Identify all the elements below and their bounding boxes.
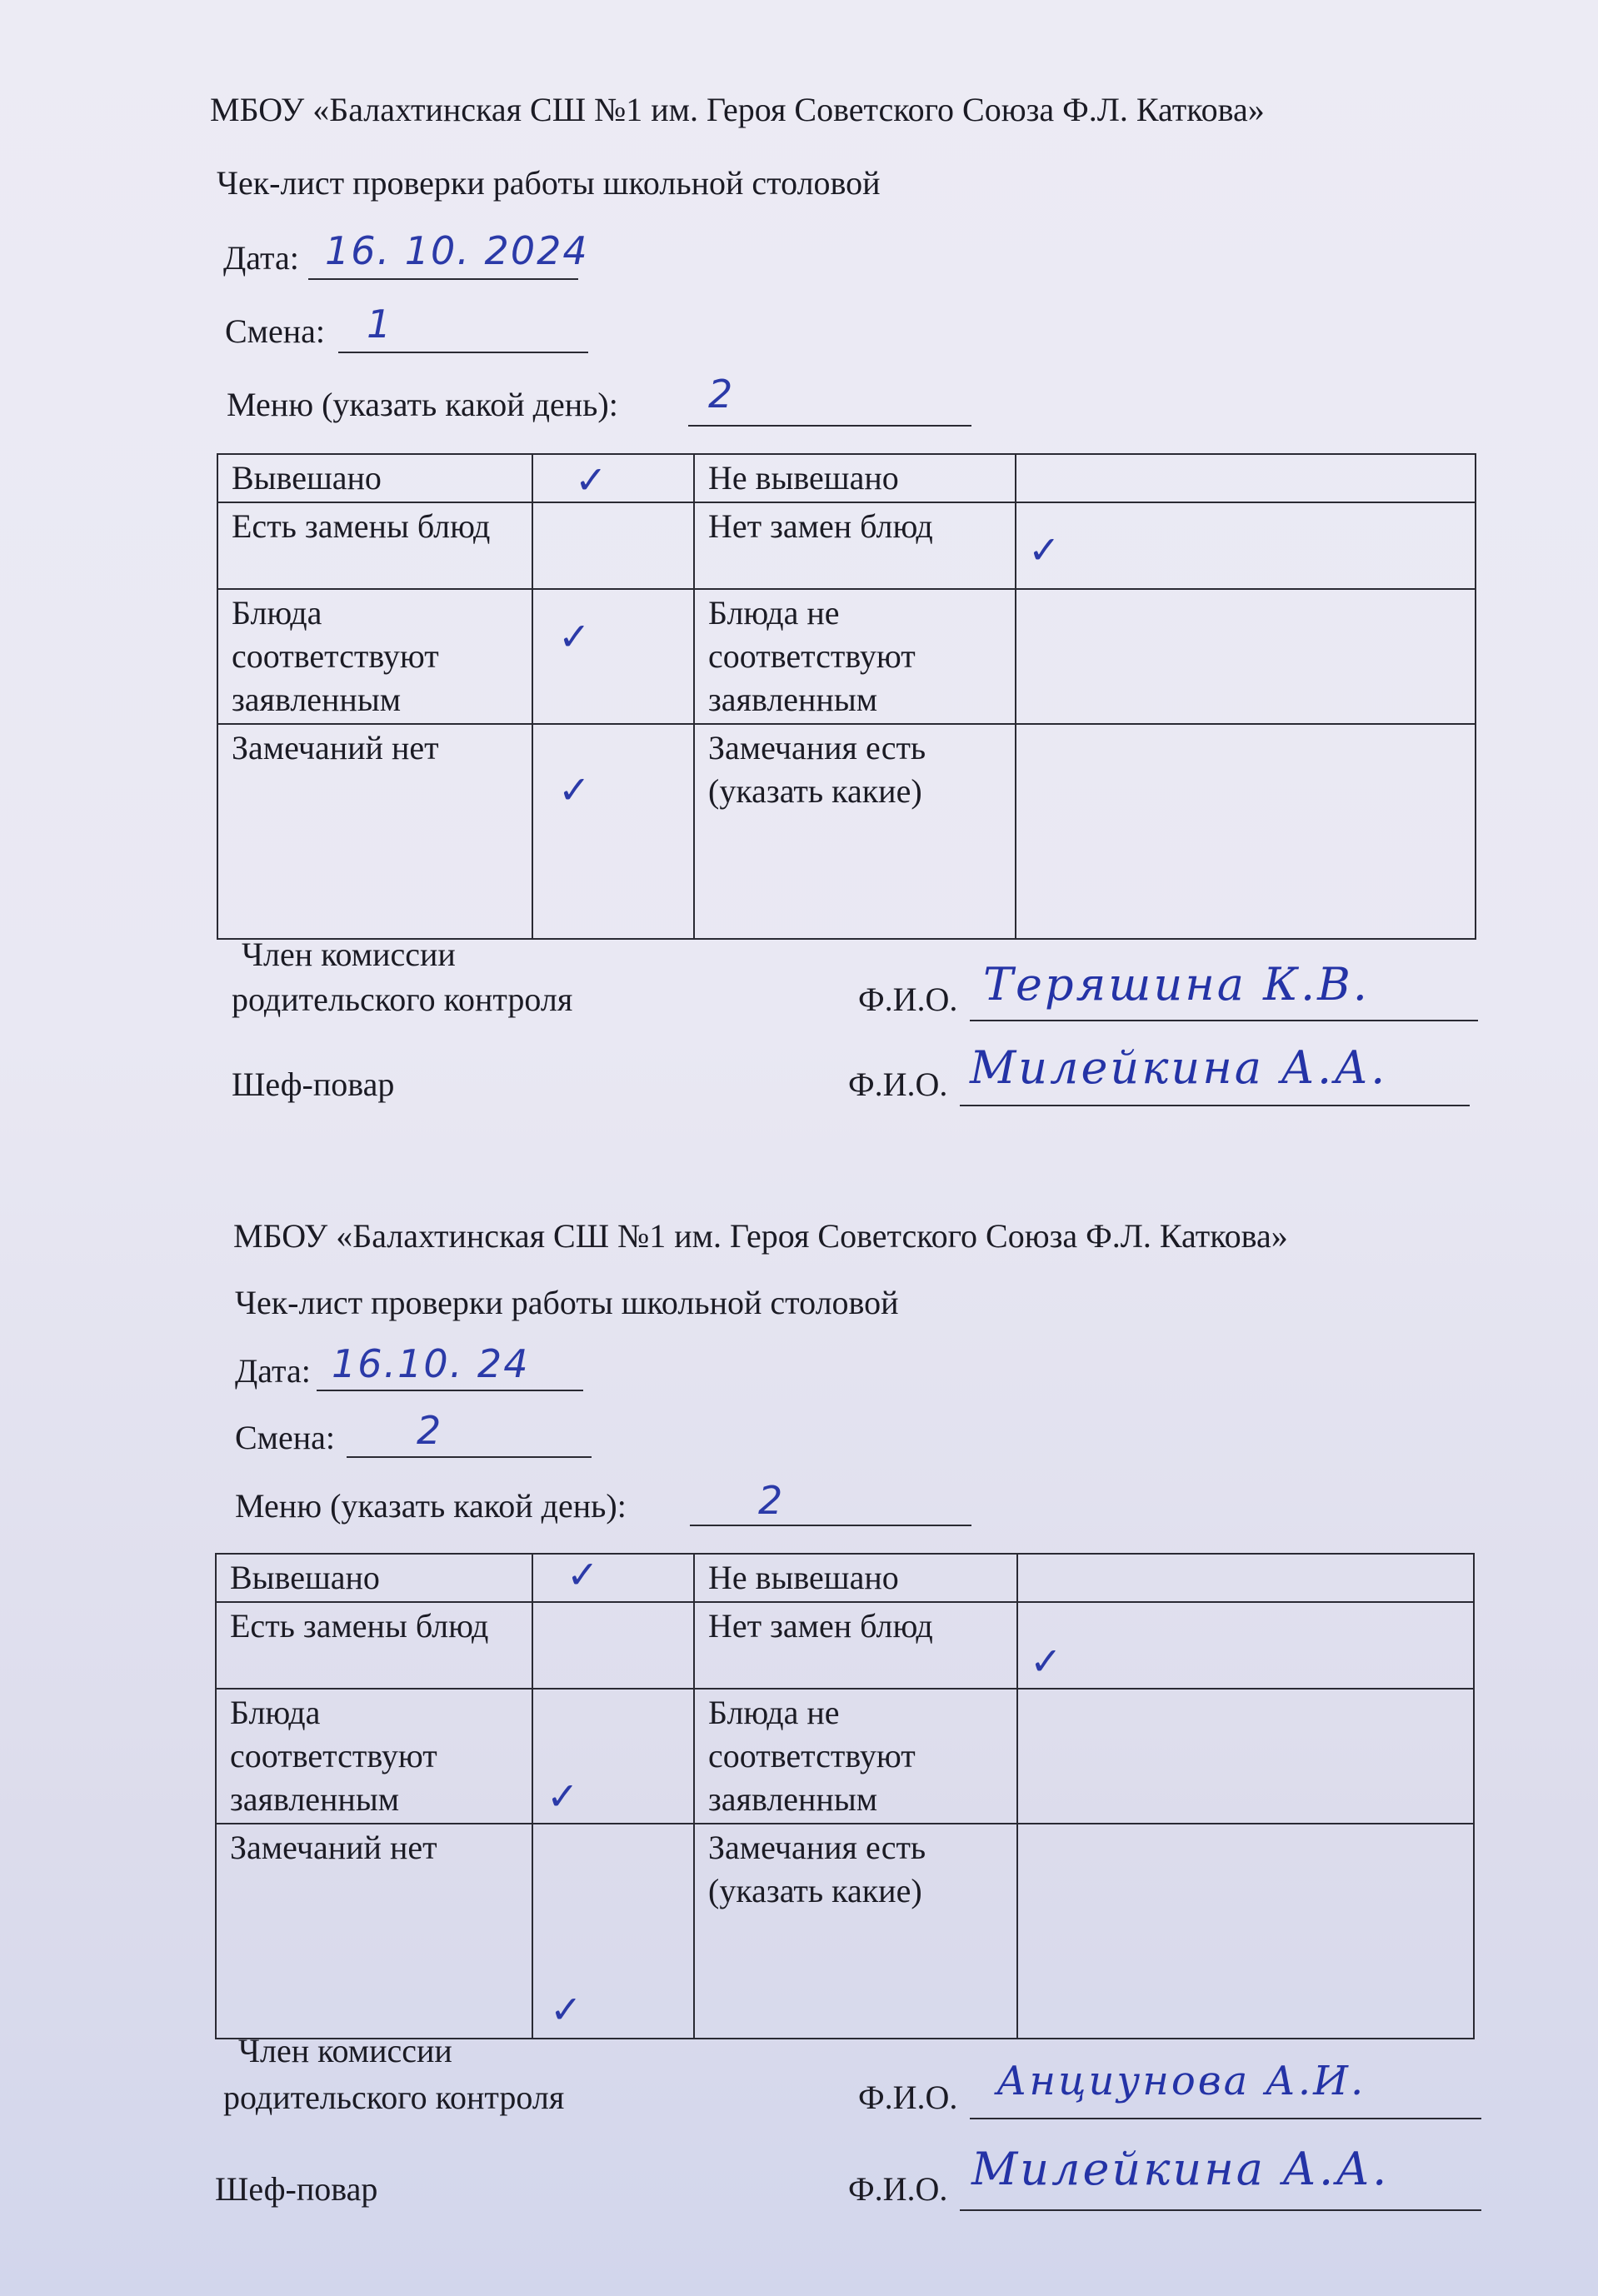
menu-label: Меню (указать какой день): [235,1487,627,1525]
cell-remarks-text [1017,1824,1474,2039]
menu-label: Меню (указать какой день): [227,386,618,423]
cell-substitutions-mark [532,1602,694,1689]
checklist-table [215,1553,1475,2039]
cell-remarks-text [1016,724,1476,939]
date-value: 16. 10. 2024 [325,228,589,273]
menu-field-line [690,1488,971,1526]
fio-label: Ф.И.О. [858,2079,958,2116]
menu-value: 2 [708,372,735,417]
chef-signature: Милейкина А.А. [971,2143,1390,2195]
school-name: МБОУ «Балахтинская СШ №1 им. Героя Советского Союза Ф.Л. Каткова» [233,1217,1288,1255]
chef-label: Шеф-повар [215,2170,378,2208]
fio-label: Ф.И.О. [848,2170,948,2208]
member-label-line-2: родительского контроля [223,2079,565,2116]
cell-no-substitutions: Нет замен блюд [694,502,1016,589]
cell-no-remarks: Замечаний нет [217,724,532,939]
table-row [217,724,1476,939]
date-label: Дата: [235,1352,311,1390]
check-mark-icon: ✓ [1028,527,1061,572]
cell-posted: Вывешано [216,1554,532,1602]
member-label-line-1: Член комиссии [238,2032,452,2069]
table-row [216,1602,1474,1689]
cell-substitutions-mark [532,502,694,589]
cell-no-remarks-mark [532,724,694,939]
check-mark-icon: ✓ [567,1552,599,1597]
member-label-line-1: Член комиссии [242,936,456,973]
member-label-line-2: родительского контроля [232,981,573,1018]
form-title: Чек-лист проверки работы школьной столовой [235,1284,899,1321]
cell-remarks: Замечания есть (указать какие) [694,1824,1017,2039]
cell-substitutions: Есть замены блюд [216,1602,532,1689]
school-name: МБОУ «Балахтинская СШ №1 им. Героя Советского Союза Ф.Л. Каткова» [210,91,1265,128]
form-title: Чек-лист проверки работы школьной столовой [217,164,881,202]
cell-not-posted-mark [1016,454,1476,502]
cell-dishes-not-match-mark [1016,589,1476,724]
cell-dishes-not-match: Блюда не соответствуют заявленным [694,1689,1017,1824]
cell-no-substitutions-mark [1016,502,1476,589]
shift-label: Смена: [235,1419,336,1456]
check-mark-icon: ✓ [575,457,607,502]
fio-label: Ф.И.О. [848,1066,948,1103]
cell-no-substitutions-mark [1017,1602,1474,1689]
date-label: Дата: [223,239,299,277]
check-mark-icon: ✓ [558,614,591,659]
cell-dishes-match-mark [532,1689,694,1824]
table-row [217,502,1476,589]
shift-value: 2 [417,1408,443,1453]
cell-substitutions: Есть замены блюд [217,502,532,589]
chef-label: Шеф-повар [232,1066,395,1103]
cell-not-posted: Не вывешано [694,1554,1017,1602]
cell-remarks: Замечания есть (указать какие) [694,724,1016,939]
table-row [217,454,1476,502]
member-signature: Теряшина К.В. [983,958,1370,1011]
cell-no-remarks: Замечаний нет [216,1824,532,2039]
cell-no-substitutions: Нет замен блюд [694,1602,1017,1689]
check-mark-icon: ✓ [547,1774,579,1819]
member-signature: Анциунова А.И. [996,2058,1366,2104]
shift-value: 1 [367,302,393,347]
shift-label: Смена: [225,312,326,350]
table-row [216,1554,1474,1602]
cell-dishes-match: Блюда соответствуют заявленным [217,589,532,724]
cell-dishes-not-match: Блюда не соответствуют заявленным [694,589,1016,724]
cell-dishes-match-mark [532,589,694,724]
cell-dishes-not-match-mark [1017,1689,1474,1824]
table-row [216,1689,1474,1824]
cell-dishes-match: Блюда соответствуют заявленным [216,1689,532,1824]
cell-posted-mark [532,454,694,502]
shift-field-line [347,1420,592,1458]
chef-signature: Милейкина А.А. [970,1041,1388,1094]
cell-posted-mark [532,1554,694,1602]
check-mark-icon: ✓ [558,767,591,812]
table-row [217,589,1476,724]
cell-not-posted-mark [1017,1554,1474,1602]
table-row [216,1824,1474,2039]
checklist-table [217,453,1476,940]
check-mark-icon: ✓ [1030,1639,1062,1684]
cell-no-remarks-mark [532,1824,694,2039]
fio-label: Ф.И.О. [858,981,958,1018]
cell-posted: Вывешано [217,454,532,502]
menu-value: 2 [758,1478,785,1523]
check-mark-icon: ✓ [550,1987,582,2032]
date-value: 16.10. 24 [332,1341,530,1386]
cell-not-posted: Не вывешано [694,454,1016,502]
